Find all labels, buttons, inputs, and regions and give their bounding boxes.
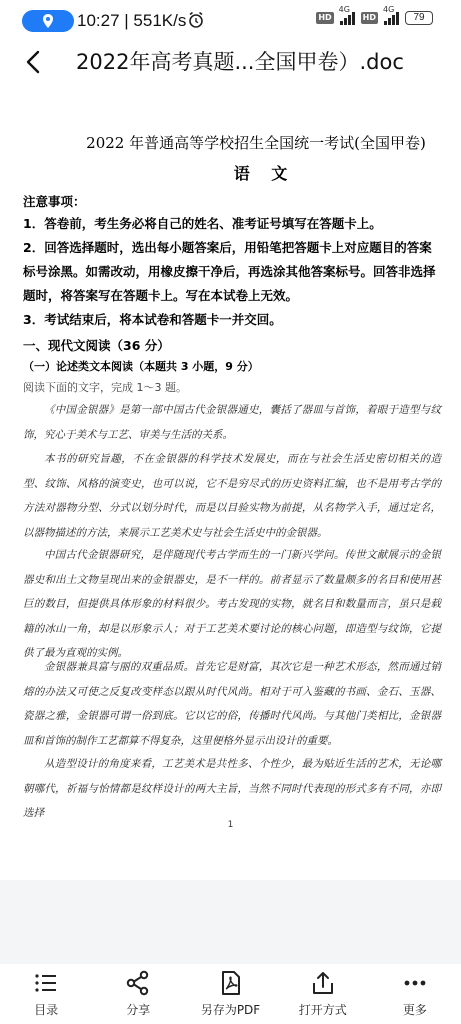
title-bar	[0, 42, 461, 82]
open-with-icon	[310, 970, 336, 996]
share-button[interactable]	[92, 964, 184, 1024]
subsection-heading: （一）论述类文本阅读（本题共 3 小题，9 分）	[23, 360, 259, 373]
more-label: 更多	[402, 1003, 427, 1017]
location-pill[interactable]	[22, 10, 74, 32]
document-page[interactable]	[0, 98, 461, 878]
save-as-pdf-button[interactable]	[184, 964, 276, 1024]
exam-subject: 语 文	[233, 164, 296, 183]
hd-badge-1: HD	[318, 13, 332, 22]
paragraph: 中国古代金银器研究，是伴随现代考古学而生的一门新兴学问。传世文献展示的金银器史和出土文物呈现出来的金银器史，是不一样的。前者显示了数量颇多的名目和使用甚巨的数目，但提供具体形象的材料很少。考古发现的实物，就名目和数量而言，虽只是载籍的冰山一角，却是以形象示人；对于工艺美术要讨论的核心问题，即造型与纹饰，它提供了最为直观的实例。	[23, 549, 441, 659]
toc-label: 目录	[34, 1003, 59, 1017]
page-number: 1	[227, 820, 234, 830]
network-type-2: 4G	[383, 5, 395, 14]
paragraph: 从造型设计的角度来看，工艺美术是共性多、个性少，最为贴近生活的艺术，无论哪朝哪代，祈福与怡情都是纹样设计的两大主旨，当然不同时代表现的形式多有不同，亦即选择	[23, 758, 441, 819]
status-separator: |	[124, 11, 134, 30]
network-speed: 551K/s	[133, 11, 187, 30]
pdf-icon	[218, 970, 244, 996]
open-with-label: 打开方式	[298, 1003, 347, 1017]
list-icon	[33, 970, 59, 996]
document-title: 2022年高考真题...全国甲卷）.doc	[76, 50, 404, 74]
status-time-speed	[77, 10, 186, 32]
section-heading: 一、现代文阅读（36 分）	[23, 338, 170, 353]
more-icon	[402, 970, 428, 996]
reading-instruction: 阅读下面的文字，完成 1～3 题。	[23, 381, 187, 394]
notice-item-2: 2．回答选择题时，选出每小题答案后，用铅笔把答题卡上对应题目的答案标号涂黑。如需改动，用橡皮擦干净后，再选涂其他答案标号。回答非选择题时，将答案写在答题卡上。写在本试卷上无效。	[23, 240, 436, 303]
signal-icon	[383, 5, 399, 25]
exam-heading: 2022 年普通高等学校招生全国统一考试(全国甲卷)	[86, 134, 426, 152]
paragraph: 金银器兼具富与丽的双重品质。首先它是财富，其次它是一种艺术形态，然而通过销熔的办法又可使之反复改变样态以跟从时代风尚。相对于可入鉴藏的书画、金石、玉器、瓷器之雅，金银器可谓一俗到底。它以它的俗，传播时代风尚。与其他门类相比，金银器皿和首饰的制作工艺都算不得复杂，这里便格外显示出设计的重要。	[23, 661, 441, 747]
battery-icon: 79	[405, 11, 433, 25]
alarm-icon	[187, 11, 205, 29]
toc-button[interactable]	[0, 964, 92, 1024]
bottom-toolbar	[0, 964, 461, 1024]
back-arrow-icon[interactable]	[20, 48, 48, 76]
notice-item-1: 1．答卷前，考生务必将自己的姓名、准考证号填写在答题卡上。	[23, 216, 382, 231]
share-icon	[125, 970, 151, 996]
paragraph: 《中国金银器》是第一部中国古代金银器通史，囊括了器皿与首饰，着眼于造型与纹饰，究心于美术与工艺、审美与生活的关系。	[23, 404, 441, 441]
location-icon	[41, 13, 55, 29]
network-type-1: 4G	[338, 5, 350, 14]
notice-title: 注意事项：	[23, 194, 86, 209]
clock-time: 10:27	[77, 11, 120, 30]
hd-badge-2: HD	[362, 13, 376, 22]
signal-icon	[338, 5, 355, 25]
save-as-pdf-label: 另存为PDF	[200, 1003, 261, 1017]
page-gap	[0, 880, 461, 964]
status-right-group	[316, 5, 433, 25]
status-bar	[0, 0, 461, 42]
notice-item-3: 3．考试结束后，将本试卷和答题卡一并交回。	[23, 312, 282, 327]
share-label: 分享	[126, 1003, 151, 1017]
more-button[interactable]	[369, 964, 461, 1024]
open-with-button[interactable]	[277, 964, 369, 1024]
paragraph: 本书的研究旨趣，不在金银器的科学技术发展史，而在与社会生活史密切相关的造型、纹饰、风格的演变史，也可以说，它不是穷尽式的历史资料汇编，也不是用考古学的方法对器物分型、分式以划分时代，而是以目验实物为前提，从名物学入手，通过定名，以器物描述的方法，来展示工艺美术史与社会生活史中的金银器。	[23, 453, 441, 539]
